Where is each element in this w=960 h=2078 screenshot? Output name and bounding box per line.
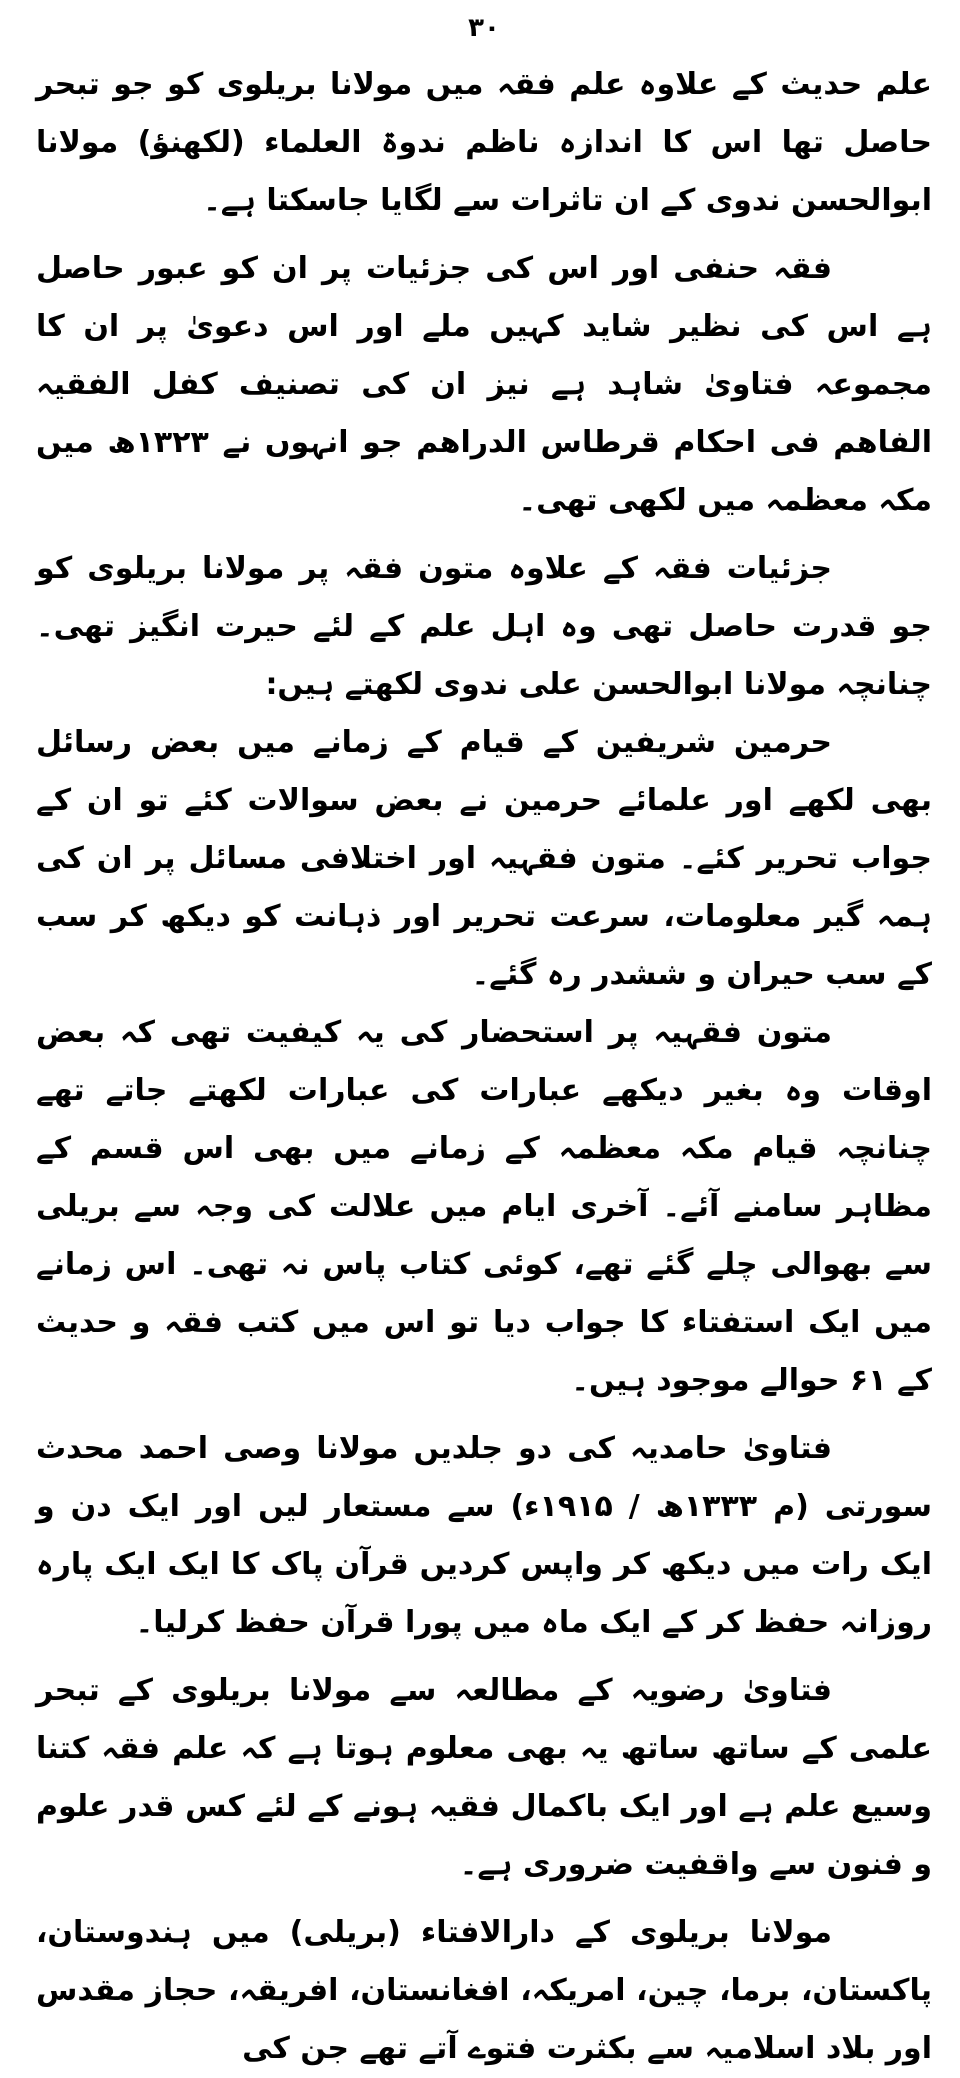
paragraph-quote-fiqh-hanafi: فقہ حنفی اور اس کی جزئیات پر ان کو عبور حاصل ہے اس کی نظیر شاید کہیں ملے اور اس دعویٰ پر ان کا مجموعہ فتاویٰ شاہد ہے نیز ان کی تصنیف کفل الفقیہ الفاهم فی احکام قرطاس الدراهم جو انہوں نے ۱۳۲۳ھ میں مکہ معظمہ میں لکھی تھی۔ — [36, 251, 932, 518]
paragraph-darul-ifta: مولانا بریلوی کے دارالافتاء (بریلی) میں ہندوستان، پاکستان، برما، چین، امریکہ، افغانستان، افریقہ، حجاز مقدس اور بلاد اسلامیہ سے بکثرت فتوے آتے تھے جن کی — [36, 1915, 932, 2066]
paragraph-fatawa-hamidiya: فتاویٰ حامدیہ کی دو جلدیں مولانا وصی احمد محدث سورتی (م ۱۳۳۳ھ / ۱۹۱۵ء) سے مستعار لیں اور ایک دن و ایک رات میں دیکھ کر واپس کردیں قرآن پاک کا ایک ایک پارہ روزانہ حفظ کر کے ایک ماہ میں پورا قرآن حفظ کرلیا۔ — [36, 1431, 932, 1640]
paragraph-intro: علم حدیث کے علاوہ علم فقہ میں مولانا بریلوی کو جو تبحر حاصل تھا اس کا اندازہ ناظم ندوۃ العلماء (لکھنؤ) مولانا ابوالحسن ندوی کے ان تاثرات سے لگایا جاسکتا ہے۔ — [36, 67, 932, 218]
paragraph-quote-istihzar: متون فقہیہ پر استحضار کی یہ کیفیت تھی کہ بعض اوقات وہ بغیر دیکھے عبارات کی عبارات لکھتے جاتے تھے چنانچہ قیام مکہ معظمہ کے زمانے میں بھی اس قسم کے مظاہر سامنے آئے۔ آخری ایام میں علالت کی وجہ سے بریلی سے بھوالی چلے گئے تھے، کوئی کتاب پاس نہ تھی۔ اس زمانے میں ایک استفتاء کا جواب دیا تو اس میں کتب فقہ و حدیث کے ۶۱ حوالے موجود ہیں۔ — [36, 1015, 932, 1398]
page-number: ۳۰ — [468, 13, 500, 43]
paragraph-mutun-fiqh: جزئیات فقہ کے علاوہ متون فقہ پر مولانا بریلوی کو جو قدرت حاصل تھی وہ اہل علم کے لئے حیرت انگیز تھی۔ چنانچہ مولانا ابوالحسن علی ندوی لکھتے ہیں: — [36, 551, 932, 702]
paragraph-fatawa-rizwiya: فتاویٰ رضویہ کے مطالعہ سے مولانا بریلوی کے تبحر علمی کے ساتھ ساتھ یہ بھی معلوم ہوتا ہے کہ علم فقہ کتنا وسیع علم ہے اور ایک باکمال فقیہ ہونے کے لئے کس قدر علوم و فنون سے واقفیت ضروری ہے۔ — [36, 1673, 932, 1882]
paragraph-quote-haramain: حرمین شریفین کے قیام کے زمانے میں بعض رسائل بھی لکھے اور علمائے حرمین نے بعض سوالات کئے تو ان کے جواب تحریر کئے۔ متون فقہیہ اور اختلافی مسائل پر ان کی ہمہ گیر معلومات، سرعت تحریر اور ذہانت کو دیکھ کر سب کے سب حیران و ششدر رہ گئے۔ — [36, 725, 932, 992]
